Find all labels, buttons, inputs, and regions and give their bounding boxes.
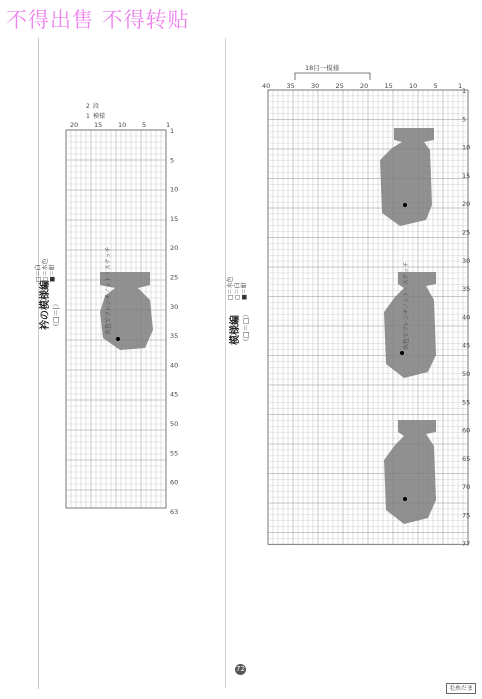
svg-text:段: 段 xyxy=(93,103,100,110)
right-row-tick: 10 xyxy=(462,143,471,152)
right-stitch-tick: 1 xyxy=(458,82,463,90)
right-chart-title-suffix: （□＝□） xyxy=(242,310,250,345)
left-fish-eye xyxy=(116,337,120,341)
right-row-tick: 20 xyxy=(462,200,471,209)
right-row-tick: 75 xyxy=(462,511,471,520)
right-row-tick: 60 xyxy=(462,426,471,435)
svg-text:模様: 模様 xyxy=(93,113,106,120)
right-stitch-tick: 40 xyxy=(262,82,271,90)
right-row-tick: 77 xyxy=(462,539,471,548)
svg-text:▢＝白: ▢＝白 xyxy=(234,282,241,300)
left-chart-title: 衿の模様編 xyxy=(40,280,51,330)
left-row-tick: 5 xyxy=(170,156,175,165)
right-motif-label: 水色でフレンチノット・ステッチ xyxy=(403,261,410,350)
left-stitch-tick: 20 xyxy=(70,121,79,129)
svg-text:■＝紺: ■＝紺 xyxy=(241,282,248,300)
right-row-tick: 30 xyxy=(462,256,471,265)
left-stitch-tick: 10 xyxy=(118,121,127,129)
left-row-tick: 60 xyxy=(170,478,179,487)
right-stitch-tick: 5 xyxy=(433,82,438,90)
left-row-ticks xyxy=(170,127,178,516)
watermark: 不得出售 不得转贴 xyxy=(6,8,190,32)
right-stitch-tick: 10 xyxy=(409,82,418,90)
right-legend xyxy=(226,276,248,300)
right-row-tick: 40 xyxy=(462,313,471,322)
left-row-tick: 1 xyxy=(170,127,175,135)
right-row-tick: 5 xyxy=(462,115,467,124)
right-stitch-ticks xyxy=(262,82,462,90)
right-chart-title: 模様編 xyxy=(230,315,241,345)
page-number: 72 xyxy=(236,665,245,673)
left-row-tick: 55 xyxy=(170,449,179,458)
left-stitch-tick: 15 xyxy=(94,121,103,129)
right-row-tick: 55 xyxy=(462,398,471,407)
left-row-tick: 35 xyxy=(170,332,179,341)
right-row-tick: 70 xyxy=(462,483,471,492)
left-chart-title-suffix: （□＝|） xyxy=(52,300,60,330)
left-row-tick: 10 xyxy=(170,185,179,194)
left-legend xyxy=(34,258,56,282)
right-row-tick: 50 xyxy=(462,370,471,378)
left-row-tick: 63 xyxy=(170,507,179,516)
right-row-tick: 35 xyxy=(462,285,471,294)
svg-text:□＝白: □＝白 xyxy=(35,264,42,282)
repeat-bracket xyxy=(295,73,370,80)
left-stitch-tick: 5 xyxy=(142,121,147,129)
right-stitch-tick: 30 xyxy=(311,82,320,90)
right-row-tick: 1 xyxy=(462,87,467,95)
left-row-tick: 50 xyxy=(170,420,179,428)
repeat-label: 18目一模様 xyxy=(305,64,340,72)
svg-text:2: 2 xyxy=(86,103,90,110)
left-extra-labels xyxy=(86,102,105,120)
right-row-tick: 15 xyxy=(462,171,471,180)
right-fish-motif-3 xyxy=(384,420,436,524)
svg-text:■＝紺: ■＝紺 xyxy=(49,264,56,282)
left-row-tick: 25 xyxy=(170,273,179,282)
magazine-badge: 毛糸だま xyxy=(446,683,476,694)
left-stitch-ticks xyxy=(70,121,170,129)
right-row-tick: 25 xyxy=(462,228,471,237)
svg-text:▢＝水色: ▢＝水色 xyxy=(42,258,49,282)
left-stitch-tick: 1 xyxy=(166,121,171,129)
left-row-tick: 20 xyxy=(170,244,179,253)
left-row-tick: 45 xyxy=(170,390,179,399)
svg-text:□＝水色: □＝水色 xyxy=(227,276,234,300)
right-row-tick: 45 xyxy=(462,341,471,350)
left-row-tick: 15 xyxy=(170,214,179,223)
right-stitch-tick: 15 xyxy=(384,82,393,90)
right-stitch-tick: 20 xyxy=(360,82,369,90)
left-row-tick: 30 xyxy=(170,302,179,311)
right-stitch-tick: 35 xyxy=(286,82,295,90)
left-motif-label: 水色でフレンチノット・ステッチ xyxy=(105,246,112,335)
right-row-tick: 65 xyxy=(462,454,471,463)
svg-text:1: 1 xyxy=(86,113,90,120)
left-row-tick: 40 xyxy=(170,361,179,370)
right-row-ticks xyxy=(462,87,470,548)
right-stitch-tick: 25 xyxy=(335,82,344,90)
